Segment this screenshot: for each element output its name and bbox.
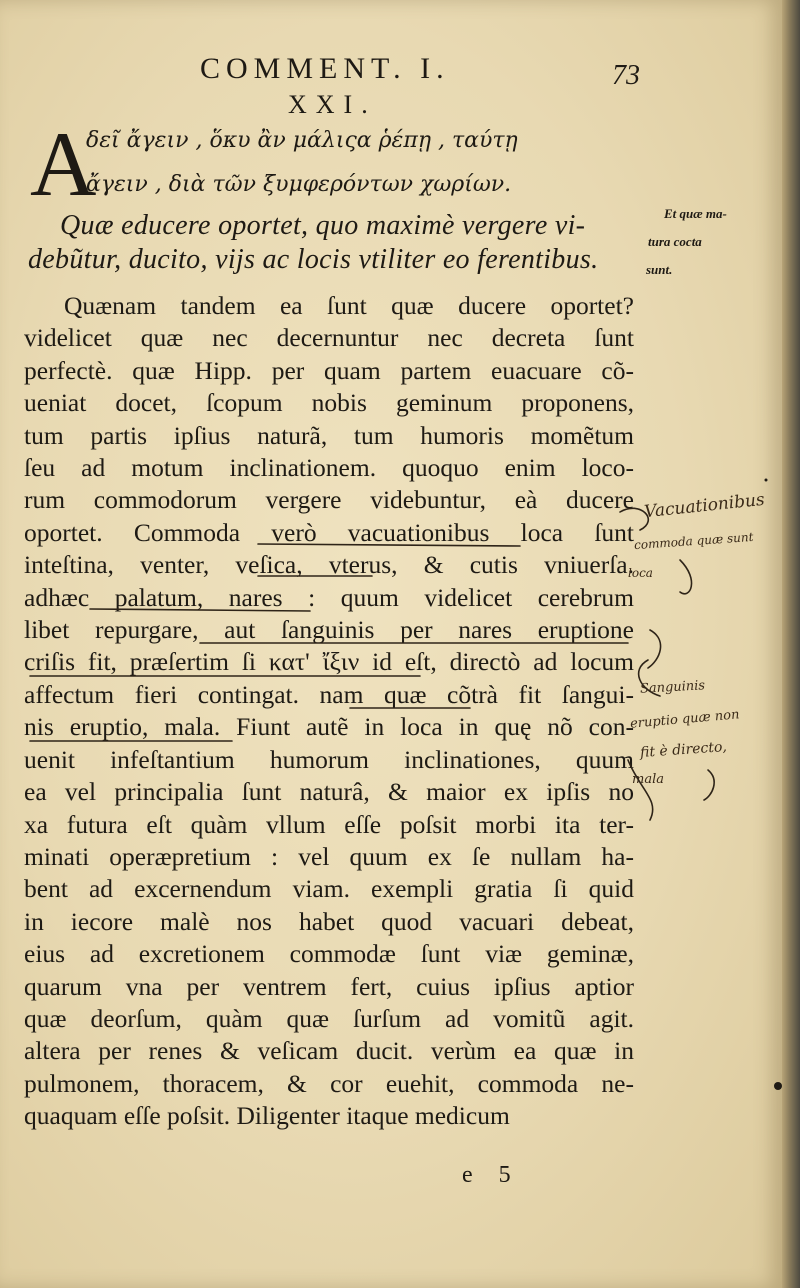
- body-line: affectum fieri contingat. nam quæ cõtrà fit ſangui-: [24, 679, 634, 709]
- body-line: criſis fit, præſertim ſi κατ' ἴξιν id eſt, directò ad locum: [24, 647, 634, 677]
- body-line: inteſtina, venter, veſica, vterus, & cutis vniuerſa.: [24, 550, 634, 580]
- printed-margin-note-3: sunt.: [646, 262, 673, 277]
- body-line: eius ad excretionem commodæ ſunt viæ geminæ,: [24, 939, 634, 969]
- body-line: Quænam tandem ea ſunt quæ ducere oportet?: [64, 291, 634, 320]
- body-line: ueniat docet, ſcopum nobis geminum proponens,: [24, 388, 634, 418]
- body-line: oportet. Commoda verò vacuationibus loca ſunt: [24, 517, 634, 547]
- body-line: ſeu ad motum inclinationem. quoquo enim loco-: [24, 453, 634, 483]
- body-line: altera per renes & veſicam ducit. verùm ea quæ in: [24, 1036, 634, 1066]
- commentary-body: [24, 290, 634, 1133]
- body-line: xa futura eſt quàm vllum eſſe poſsit morbi ita ter-: [24, 809, 634, 839]
- handwritten-note-3: loca: [628, 566, 653, 580]
- body-line: perfectè. quæ Hipp. per quam partem euacuare cõ-: [24, 355, 634, 385]
- section-heading: XXI.: [288, 90, 377, 119]
- page-edge: [782, 0, 800, 1288]
- latin-aphorism-line-1: Quæ educere oportet, quo maximè vergere vi-: [60, 210, 586, 241]
- body-line: adhæc palatum, nares : quum videlicet cerebrum: [24, 582, 634, 612]
- handwritten-note-4: Sanguinis: [639, 678, 706, 697]
- handwritten-note-1: Vacuationibus: [643, 489, 766, 523]
- body-line: in iecore malè nos habet quod vacuari debeat,: [24, 906, 634, 936]
- body-line: quæ deorſum, quàm quæ ſurſum ad vomitũ agit.: [24, 1003, 634, 1033]
- signature-mark: e 5: [462, 1162, 521, 1188]
- body-line: nis eruptio, mala. Fiunt autẽ in loca in quę nõ con-: [24, 712, 634, 742]
- body-line: quaquam eſſe poſsit. Diligenter itaque medicum: [24, 1101, 510, 1131]
- handwritten-note-7: mala: [632, 772, 664, 787]
- handwritten-note-5: eruptio quæ non: [629, 707, 741, 732]
- body-line: tum partis ipſius naturã, tum humoris momẽtum: [24, 420, 634, 450]
- running-title: COMMENT. I.: [200, 52, 450, 85]
- handwritten-note-2: commoda quæ sunt: [633, 529, 754, 553]
- greek-line-2: ἄγειν , διὰ τῶν ξυμφερόντων χωρίων.: [86, 172, 512, 197]
- drop-capital: A: [30, 113, 97, 215]
- printed-margin-note-1: Et quæ ma-: [664, 206, 727, 221]
- body-line: bent ad excernendum viam. exempli gratia ſi quid: [24, 874, 634, 904]
- handwritten-note-6: fit è directo,: [639, 738, 728, 762]
- body-line: uenit infeſtantium humorum inclinationes, quum: [24, 744, 634, 774]
- latin-aphorism-line-2: debũtur, ducito, vijs ac locis vtiliter eo ferentibus.: [28, 244, 599, 275]
- body-line: videlicet quæ nec decernuntur nec decreta ſunt: [24, 323, 634, 353]
- page-number: 73: [612, 60, 640, 91]
- body-line: pulmonem, thoracem, & cor euehit, commoda ne-: [24, 1068, 634, 1098]
- body-line: libet repurgare, aut ſanguinis per nares eruptione: [24, 615, 634, 645]
- body-line: ea vel principalia ſunt naturâ, & maior ex ipſis no: [24, 777, 634, 807]
- body-line: rum commodorum vergere videbuntur, eà ducere: [24, 485, 634, 515]
- printed-margin-note-2: tura cocta: [648, 234, 702, 249]
- body-line: minati operæpretium : vel quum ex ſe nullam ha-: [24, 841, 634, 871]
- body-line: quarum vna per ventrem fert, cuius ipſius aptior: [24, 971, 634, 1001]
- greek-line-1: δεῖ ἄγειν , ὅκυ ἂν μάλιςα ῥέπῃ , ταύτῃ: [86, 128, 518, 153]
